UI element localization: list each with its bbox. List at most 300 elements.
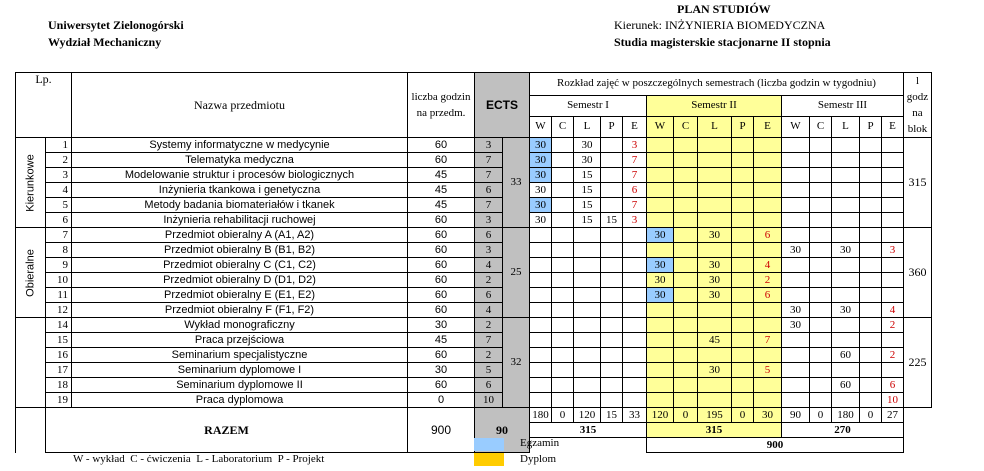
hours-cell <box>782 168 810 183</box>
hours-cell <box>601 183 623 198</box>
hours-cell <box>530 333 552 348</box>
hours-cell <box>552 243 574 258</box>
hours-cell: 30 <box>698 288 732 303</box>
hours-cell <box>530 378 552 393</box>
hours-cell <box>574 333 601 348</box>
hours-cell <box>860 273 882 288</box>
subject-name: Seminarium dyplomowe I <box>72 363 408 378</box>
hours-cell <box>832 288 860 303</box>
subcol-header: P <box>601 116 623 137</box>
semester-sum: 315 <box>647 423 782 438</box>
hours-cell <box>647 393 674 408</box>
hours-cell <box>882 153 904 168</box>
hours-cell: 3 <box>623 138 647 153</box>
hours-cell <box>860 333 882 348</box>
hours-cell: 30 <box>647 228 674 243</box>
hours-cell <box>782 393 810 408</box>
hours-cell <box>810 138 832 153</box>
subject-hours: 60 <box>408 213 475 228</box>
grand-total: 900 <box>647 438 904 453</box>
row-number: 17 <box>46 363 72 378</box>
hours-cell <box>647 318 674 333</box>
hours-cell <box>732 393 754 408</box>
empty-cell <box>16 408 46 453</box>
hours-cell <box>832 393 860 408</box>
hours-cell <box>732 378 754 393</box>
hours-header <box>408 73 475 138</box>
hours-cell <box>860 228 882 243</box>
hours-cell: 30 <box>647 288 674 303</box>
hours-cell <box>860 288 882 303</box>
hours-cell <box>552 288 574 303</box>
subject-ects: 4 <box>475 303 503 318</box>
hours-cell <box>754 303 782 318</box>
hours-cell <box>647 138 674 153</box>
hours-cell <box>754 348 782 363</box>
hours-cell <box>530 258 552 273</box>
subject-ects: 7 <box>475 333 503 348</box>
subject-ects: 6 <box>475 288 503 303</box>
subject-name: Praca dyplomowa <box>72 393 408 408</box>
row-number: 19 <box>46 393 72 408</box>
hours-cell <box>860 393 882 408</box>
hours-cell: 60 <box>832 348 860 363</box>
group-label: Kierunkowe <box>24 153 36 212</box>
hours-cell <box>754 153 782 168</box>
hours-cell <box>552 198 574 213</box>
table-row <box>16 243 932 258</box>
table-row <box>16 288 932 303</box>
table-row <box>16 303 932 318</box>
hours-cell <box>882 333 904 348</box>
hours-cell <box>674 168 698 183</box>
hours-cell: 15 <box>601 213 623 228</box>
hours-cell <box>601 288 623 303</box>
subject-name: Telematyka medyczna <box>72 153 408 168</box>
hours-cell <box>782 183 810 198</box>
subject-hours: 30 <box>408 318 475 333</box>
hours-cell <box>860 168 882 183</box>
hours-cell: 2 <box>754 273 782 288</box>
subject-name: Przedmiot obieralny F (F1, F2) <box>72 303 408 318</box>
hours-cell <box>674 153 698 168</box>
hours-cell <box>574 258 601 273</box>
hours-cell: 6 <box>623 183 647 198</box>
hours-cell <box>698 318 732 333</box>
hours-cell <box>810 153 832 168</box>
subject-hours: 60 <box>408 273 475 288</box>
hours-cell: 30 <box>530 198 552 213</box>
hours-cell <box>552 213 574 228</box>
hours-cell <box>530 243 552 258</box>
hours-cell <box>860 303 882 318</box>
hours-cell <box>647 153 674 168</box>
hours-cell <box>601 303 623 318</box>
subject-ects: 6 <box>475 378 503 393</box>
hours-cell <box>732 333 754 348</box>
hours-cell <box>552 258 574 273</box>
hours-cell <box>882 198 904 213</box>
hours-cell: 2 <box>882 348 904 363</box>
hours-cell <box>810 273 832 288</box>
hours-cell <box>810 303 832 318</box>
hours-cell: 15 <box>574 183 601 198</box>
row-number: 5 <box>46 198 72 213</box>
hours-cell <box>623 243 647 258</box>
hours-cell <box>754 168 782 183</box>
hours-cell <box>647 348 674 363</box>
hours-cell: 30 <box>574 153 601 168</box>
totals-cell: 30 <box>754 408 782 423</box>
hours-cell <box>674 183 698 198</box>
table-row <box>16 393 932 408</box>
subcol-header: W <box>782 116 810 137</box>
hours-cell <box>623 273 647 288</box>
hours-cell <box>552 273 574 288</box>
hours-cell <box>810 258 832 273</box>
hours-cell <box>882 288 904 303</box>
totals-cell: 120 <box>574 408 601 423</box>
hours-cell <box>647 363 674 378</box>
semester-header: Semestr II <box>647 95 782 116</box>
hours-cell <box>552 318 574 333</box>
hours-cell <box>601 378 623 393</box>
hours-cell <box>832 213 860 228</box>
hours-cell <box>782 348 810 363</box>
hours-cell: 5 <box>754 363 782 378</box>
hours-cell <box>574 243 601 258</box>
subject-ects: 3 <box>475 243 503 258</box>
hours-cell <box>732 243 754 258</box>
subject-name: Przedmiot obieralny D (D1, D2) <box>72 273 408 288</box>
row-number: 15 <box>46 333 72 348</box>
hours-cell <box>732 303 754 318</box>
hours-cell <box>698 348 732 363</box>
hours-cell <box>860 198 882 213</box>
hours-cell <box>647 333 674 348</box>
hours-cell <box>698 378 732 393</box>
hours-cell <box>810 168 832 183</box>
study-mode: Studia magisterskie stacjonarne II stopnia <box>614 35 831 49</box>
hours-cell: 30 <box>698 258 732 273</box>
hours-cell <box>552 348 574 363</box>
table-row <box>16 363 932 378</box>
subject-hours: 60 <box>408 228 475 243</box>
hours-cell <box>647 183 674 198</box>
hours-cell <box>732 348 754 363</box>
hours-cell <box>674 288 698 303</box>
empty-cell <box>904 408 932 453</box>
name-header-label: Nazwa przedmiotu <box>194 97 285 112</box>
hours-cell <box>860 348 882 363</box>
hours-cell: 30 <box>530 153 552 168</box>
row-number: 9 <box>46 258 72 273</box>
subcol-header: W <box>647 116 674 137</box>
hours-header-label: liczba godzin na przedm. <box>411 91 471 119</box>
table-row <box>16 273 932 288</box>
totals-cell: 0 <box>552 408 574 423</box>
subject-ects: 6 <box>475 228 503 243</box>
semester-header: Semestr III <box>782 95 904 116</box>
hours-cell: 30 <box>782 243 810 258</box>
hours-cell <box>601 318 623 333</box>
hours-cell <box>601 168 623 183</box>
hours-cell <box>698 198 732 213</box>
hours-cell <box>698 183 732 198</box>
hours-cell <box>810 198 832 213</box>
hours-cell <box>674 318 698 333</box>
subject-ects: 2 <box>475 273 503 288</box>
totals-ects: 90 <box>475 408 530 453</box>
hours-cell <box>698 213 732 228</box>
hours-cell <box>623 378 647 393</box>
hours-cell: 45 <box>698 333 732 348</box>
hours-cell <box>832 198 860 213</box>
totals-label: RAZEM <box>46 408 408 453</box>
subject-hours: 60 <box>408 153 475 168</box>
hours-cell <box>601 153 623 168</box>
hours-cell <box>732 228 754 243</box>
hours-cell <box>860 183 882 198</box>
subject-hours: 45 <box>408 198 475 213</box>
hours-cell: 30 <box>530 213 552 228</box>
subject-ects: 6 <box>475 183 503 198</box>
hours-cell <box>882 258 904 273</box>
row-number: 14 <box>46 318 72 333</box>
hours-cell <box>674 303 698 318</box>
row-number: 6 <box>46 213 72 228</box>
subcol-header: L <box>832 116 860 137</box>
hours-cell: 7 <box>623 198 647 213</box>
hours-cell <box>552 168 574 183</box>
hours-cell <box>530 393 552 408</box>
hours-cell <box>574 378 601 393</box>
table-row <box>16 348 932 363</box>
subject-hours: 60 <box>408 288 475 303</box>
hours-cell <box>530 363 552 378</box>
hours-cell: 30 <box>530 138 552 153</box>
hours-cell <box>601 228 623 243</box>
hours-cell: 30 <box>530 183 552 198</box>
hours-cell <box>860 318 882 333</box>
subcol-header: C <box>552 116 574 137</box>
ects-header-label: ECTS <box>485 97 518 112</box>
hours-cell <box>882 138 904 153</box>
direction-label: Kierunek: INŻYNIERIA BIOMEDYCZNA <box>614 18 826 32</box>
hours-cell <box>882 168 904 183</box>
totals-cell: 0 <box>674 408 698 423</box>
hours-cell <box>674 228 698 243</box>
table-row <box>16 153 932 168</box>
subject-name: Przedmiot obieralny C (C1, C2) <box>72 258 408 273</box>
row-number: 7 <box>46 228 72 243</box>
hours-cell <box>574 348 601 363</box>
hours-cell <box>732 168 754 183</box>
subject-hours: 45 <box>408 183 475 198</box>
subject-hours: 60 <box>408 243 475 258</box>
hours-cell <box>832 153 860 168</box>
hours-cell <box>530 273 552 288</box>
hours-cell <box>552 303 574 318</box>
totals-cell: 27 <box>882 408 904 423</box>
subject-ects: 7 <box>475 153 503 168</box>
table-row <box>16 213 932 228</box>
hours-cell: 2 <box>882 318 904 333</box>
hours-cell <box>601 198 623 213</box>
university-name: Uniwersytet Zielonogórski <box>48 18 184 32</box>
subcol-header: E <box>882 116 904 137</box>
hours-cell <box>601 258 623 273</box>
table-row <box>16 378 932 393</box>
subject-name: Przedmiot obieralny A (A1, A2) <box>72 228 408 243</box>
hours-cell <box>601 333 623 348</box>
group-block-hours: 225 <box>904 318 932 408</box>
hours-cell <box>698 303 732 318</box>
hours-cell <box>782 153 810 168</box>
hours-cell <box>810 288 832 303</box>
hours-cell <box>782 288 810 303</box>
hours-cell <box>647 378 674 393</box>
diploma-legend-label: Dyplom <box>520 453 557 465</box>
hours-cell <box>754 243 782 258</box>
row-number: 3 <box>46 168 72 183</box>
group-label-cell <box>16 138 46 228</box>
hours-cell <box>882 363 904 378</box>
hours-cell <box>882 183 904 198</box>
hours-cell <box>832 273 860 288</box>
hours-cell <box>882 228 904 243</box>
hours-cell <box>623 318 647 333</box>
totals-cell: 0 <box>860 408 882 423</box>
hours-cell <box>574 363 601 378</box>
hours-cell <box>782 213 810 228</box>
subject-name: Praca przejściowa <box>72 333 408 348</box>
subject-hours: 0 <box>408 393 475 408</box>
hours-cell: 7 <box>623 168 647 183</box>
subject-hours: 45 <box>408 333 475 348</box>
hours-cell <box>754 378 782 393</box>
hours-cell <box>674 213 698 228</box>
hours-cell: 7 <box>754 333 782 348</box>
subject-name: Wykład monograficzny <box>72 318 408 333</box>
exam-legend-label: Egzamin <box>520 437 560 449</box>
hours-cell <box>623 288 647 303</box>
hours-cell <box>732 288 754 303</box>
subcol-header: E <box>754 116 782 137</box>
group-ects-total: 25 <box>503 228 530 318</box>
hours-cell <box>623 228 647 243</box>
hours-cell <box>623 303 647 318</box>
hours-cell <box>674 348 698 363</box>
hours-cell: 30 <box>698 273 732 288</box>
hours-cell <box>810 348 832 363</box>
row-number: 2 <box>46 153 72 168</box>
hours-cell <box>810 363 832 378</box>
totals-cell: 15 <box>601 408 623 423</box>
hours-cell: 30 <box>782 318 810 333</box>
subject-hours: 60 <box>408 258 475 273</box>
hours-cell: 30 <box>698 363 732 378</box>
subject-ects: 2 <box>475 318 503 333</box>
hours-cell: 15 <box>574 198 601 213</box>
hours-cell: 30 <box>832 303 860 318</box>
hours-cell <box>782 363 810 378</box>
hours-cell <box>832 258 860 273</box>
hours-cell <box>754 198 782 213</box>
block-hours-header-label: l godz na blok <box>906 75 929 135</box>
row-number: 1 <box>46 138 72 153</box>
hours-cell <box>754 393 782 408</box>
hours-cell <box>732 318 754 333</box>
ects-header <box>475 73 530 138</box>
hours-cell <box>674 198 698 213</box>
hours-cell <box>860 378 882 393</box>
group-label: Obieralne <box>24 248 36 297</box>
hours-cell <box>860 153 882 168</box>
hours-cell <box>530 318 552 333</box>
hours-cell <box>860 213 882 228</box>
hours-cell <box>530 303 552 318</box>
hours-cell <box>674 138 698 153</box>
hours-cell <box>574 273 601 288</box>
hours-cell: 30 <box>782 303 810 318</box>
hours-cell <box>782 198 810 213</box>
hours-cell <box>732 273 754 288</box>
hours-cell <box>552 183 574 198</box>
semester-sum: 270 <box>782 423 904 438</box>
totals-hours: 900 <box>408 408 475 453</box>
hours-cell <box>860 138 882 153</box>
hours-cell <box>732 183 754 198</box>
hours-cell <box>832 168 860 183</box>
hours-cell <box>574 288 601 303</box>
hours-cell <box>832 138 860 153</box>
hours-cell: 60 <box>832 378 860 393</box>
distribution-header <box>530 73 904 96</box>
hours-cell <box>674 378 698 393</box>
hours-cell <box>552 228 574 243</box>
row-number: 8 <box>46 243 72 258</box>
hours-cell <box>530 228 552 243</box>
totals-cell: 180 <box>832 408 860 423</box>
hours-cell <box>601 363 623 378</box>
hours-cell <box>647 243 674 258</box>
lp-header <box>16 73 72 138</box>
subject-name: Modelowanie struktur i procesów biologicznych <box>72 168 408 183</box>
table-row <box>16 228 932 243</box>
subcol-header: W <box>530 116 552 137</box>
hours-cell <box>832 183 860 198</box>
hours-cell <box>732 138 754 153</box>
subject-name: Inżynieria tkankowa i genetyczna <box>72 183 408 198</box>
hours-cell: 30 <box>574 138 601 153</box>
subject-name: Przedmiot obieralny E (E1, E2) <box>72 288 408 303</box>
hours-cell <box>601 273 623 288</box>
hours-cell <box>782 228 810 243</box>
hours-cell <box>810 318 832 333</box>
hours-cell <box>860 363 882 378</box>
subcol-header: E <box>623 116 647 137</box>
abbreviation-legend: W - wykład C - ćwiczenia L - Laboratorium P - Projekt <box>73 453 325 465</box>
hours-cell <box>882 273 904 288</box>
hours-cell <box>882 213 904 228</box>
hours-cell <box>552 363 574 378</box>
hours-cell <box>674 243 698 258</box>
hours-cell: 30 <box>832 243 860 258</box>
hours-cell <box>810 213 832 228</box>
subject-hours: 60 <box>408 303 475 318</box>
hours-cell: 10 <box>882 393 904 408</box>
